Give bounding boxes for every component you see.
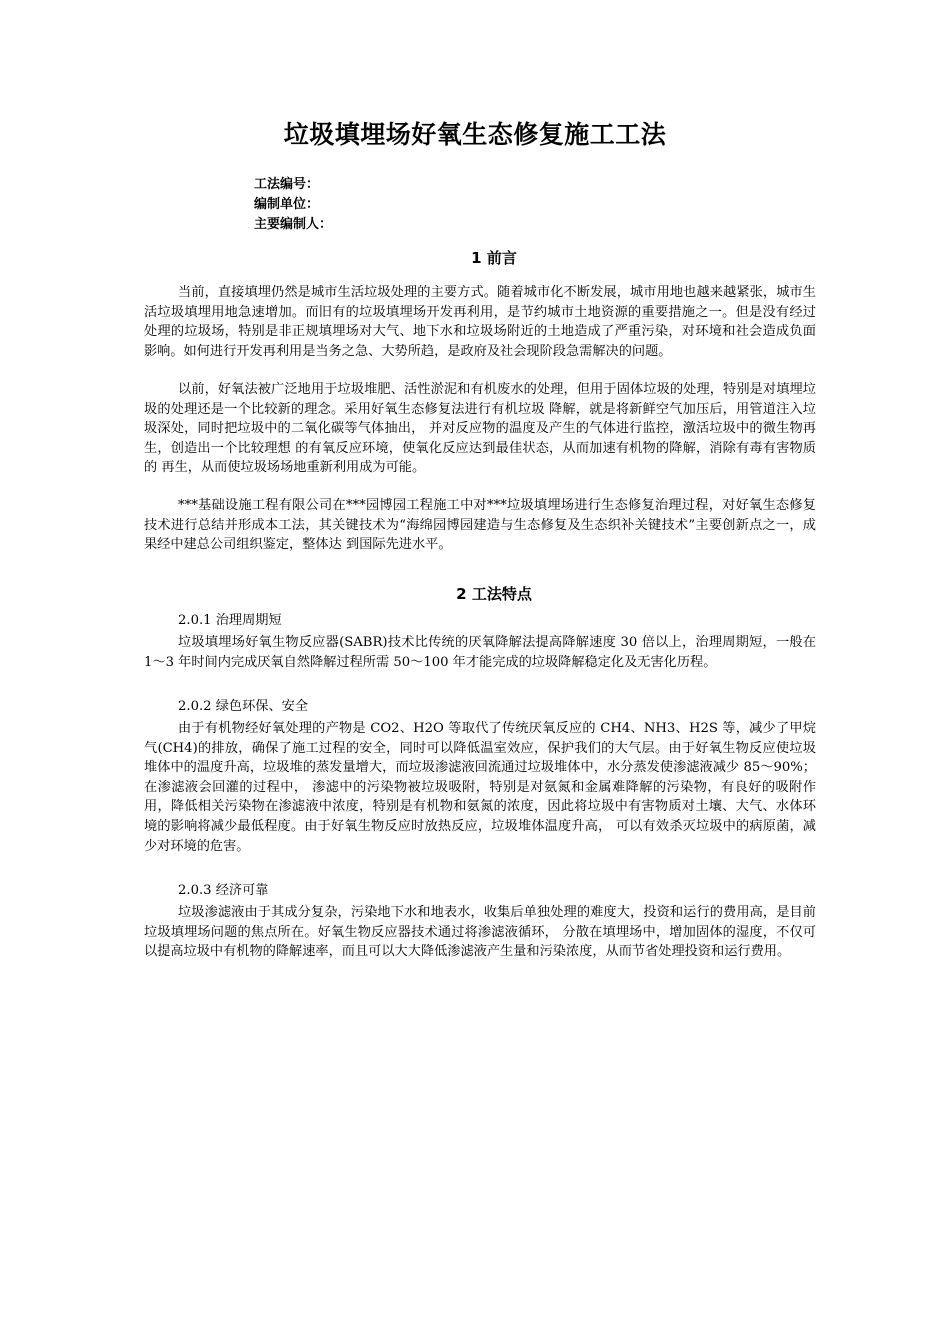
section-1-paragraph-3: ***基础设施工程有限公司在***园博园工程施工中对***垃圾填埋场进行生态修复治理过程，对好氧生态修复技术进行总结并形成本工法，其关键技术为“海绵园博园建造与生态修复及生态织补关键技术”主要创新点之一，成果经中建总公司组织鉴定，整体达 到国际先进水平。 [144,498,816,553]
main-author-label: 主要编制人： [254,217,333,232]
subsection-2-0-2-text: 由于有机物经好氧处理的产物是 CO2、H2O 等取代了传统厌氧反应的 CH4、NH3、H2S 等，减少了甲烷气(CH4)的排放，确保了施工过程的安全，同时可以降低温室效应，保护我们的大气层。由于好氧生物反应使垃圾堆体中的温度升高，垃圾堆的蒸发量增大，而垃圾渗滤液回流通过垃圾堆体中，水分蒸发使渗滤液减少 85～90%；在渗滤液会回灌的过程中， 渗滤中的污染物被垃圾吸附，特别是对氨氮和金属难降解的污染物，有良好的吸附作用，降低相关污染物在渗滤液中浓度，特别是有机物和氨氮的浓度，因此将垃圾中有害物质对土壤、大气、水体环境的影响将减少最低程度。由于好氧生物反应时放热反应，垃圾堆体温度升高， 可以有效杀灭垃圾中的病原菌，减少对环境的危害。 [144,721,816,854]
subsection-2-0-1-title: 2.0.1 治理周期短 [178,613,282,628]
section-1-heading: 1 前言 [471,249,517,267]
method-code-label: 工法编号： [254,177,320,192]
section-1-paragraph-2: 以前，好氧法被广泛地用于垃圾堆肥、活性淤泥和有机废水的处理，但用于固体垃圾的处理，特别是对填埋垃圾的处理还是一个比较新的理念。采用好氧生态修复法进行有机垃圾 降解，就是将新鲜空气加压后，用管道注入垃圾深处，同时把垃圾中的二氧化碳等气体抽出， 并对反应物的温度及产生的气体进行监控，激活垃圾中的微生物再生，创造出一个比较理想 的有氧反应环境，使氧化反应达到最佳状态，从而加速有机物的降解，消除有毒有害物质的 再生，从而使垃圾场场地重新利用成为可能。 [144,382,816,476]
section-1-paragraph-1: 当前，直接填埋仍然是城市生活垃圾处理的主要方式。随着城市化不断发展，城市用地也越来越紧张，城市生活垃圾填埋用地急速增加。而旧有的垃圾填埋场开发再利用，是节约城市土地资源的重要措施之一。但是没有经过处理的垃圾场，特别是非正规填埋场对大气、地下水和垃圾场附近的土地造成了严重污染，对环境和社会造成负面影响。如何进行开发再利用是当务之急、大势所趋，是政府及社会现阶段急需解决的问题。 [144,285,816,359]
document-meta [254,175,332,235]
subsection-2-0-1-text: 垃圾填埋场好氧生物反应器(SABR)技术比传统的厌氧降解法提高降解速度 30 倍以上，治理周期短，一般在 1～3 年时间内完成厌氧自然降解过程所需 50～100 年才能完成的垃圾降解稳定化及无害化历程。 [144,635,816,670]
compiling-unit-label: 编制单位： [254,197,320,212]
document-title: 垃圾填埋场好氧生态修复施工工法 [283,120,667,149]
subsection-2-0-2-title: 2.0.2 绿色环保、安全 [178,699,309,714]
subsection-2-0-3-text: 垃圾渗滤液由于其成分复杂，污染地下水和地表水，收集后单独处理的难度大，投资和运行的费用高，是目前垃圾填埋场问题的焦点所在。好氧生物反应器技术通过将渗滤液循环， 分散在填埋场中，增加固体的湿度，不仅可以提高垃圾中有机物的降解速率，而且可以大大降低渗滤液产生量和污染浓度，从而节省处理投资和运行费用。 [144,905,816,960]
section-2-heading: 2 工法特点 [456,585,532,603]
subsection-2-0-3-title: 2.0.3 经济可靠 [178,883,269,898]
